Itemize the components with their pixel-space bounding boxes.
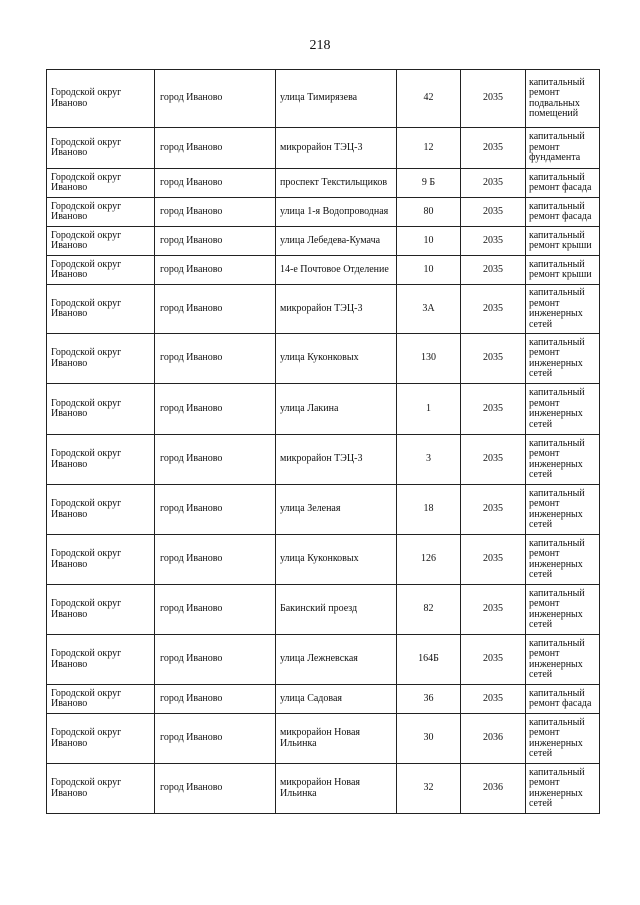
table-row [47, 384, 600, 435]
table-row [47, 128, 600, 169]
locality-cell: город Иваново [155, 714, 276, 764]
work-type-cell: капитальный ремонт крыши [526, 256, 600, 285]
house-cell: 10 [397, 256, 461, 285]
house-cell: 164Б [397, 635, 461, 685]
locality-cell: город Иваново [155, 334, 276, 384]
work-type-cell: капитальный ремонт инженерных сетей [526, 714, 600, 764]
work-type-cell: капитальный ремонт крыши [526, 227, 600, 256]
year-cell: 2035 [461, 585, 526, 635]
house-cell: 10 [397, 227, 461, 256]
street-cell: Бакинский проезд [276, 585, 397, 635]
street-cell: микрорайон Новая Ильинка [276, 764, 397, 814]
locality-cell: город Иваново [155, 169, 276, 198]
street-cell: улица Зеленая [276, 485, 397, 535]
district-cell: Городской округ Иваново [47, 256, 155, 285]
year-cell: 2035 [461, 70, 526, 128]
work-type-cell: капитальный ремонт инженерных сетей [526, 764, 600, 814]
table-row [47, 685, 600, 714]
locality-cell: город Иваново [155, 585, 276, 635]
locality-cell: город Иваново [155, 70, 276, 128]
district-cell: Городской округ Иваново [47, 764, 155, 814]
year-cell: 2035 [461, 128, 526, 169]
work-type-cell: капитальный ремонт фундамента [526, 128, 600, 169]
table-row [47, 227, 600, 256]
house-cell: 126 [397, 535, 461, 585]
house-cell: 1 [397, 384, 461, 435]
street-cell: улица Куконковых [276, 535, 397, 585]
house-cell: 9 Б [397, 169, 461, 198]
district-cell: Городской округ Иваново [47, 169, 155, 198]
table-row [47, 764, 600, 814]
locality-cell: город Иваново [155, 764, 276, 814]
district-cell: Городской округ Иваново [47, 535, 155, 585]
street-cell: улица Куконковых [276, 334, 397, 384]
district-cell: Городской округ Иваново [47, 285, 155, 334]
district-cell: Городской округ Иваново [47, 227, 155, 256]
street-cell: микрорайон Новая Ильинка [276, 714, 397, 764]
district-cell: Городской округ Иваново [47, 384, 155, 435]
district-cell: Городской округ Иваново [47, 435, 155, 485]
year-cell: 2035 [461, 285, 526, 334]
locality-cell: город Иваново [155, 256, 276, 285]
street-cell: проспект Текстильщиков [276, 169, 397, 198]
table-row [47, 198, 600, 227]
work-type-cell: капитальный ремонт инженерных сетей [526, 635, 600, 685]
work-type-cell: капитальный ремонт инженерных сетей [526, 535, 600, 585]
table-row [47, 256, 600, 285]
locality-cell: город Иваново [155, 285, 276, 334]
year-cell: 2036 [461, 764, 526, 814]
work-type-cell: капитальный ремонт инженерных сетей [526, 285, 600, 334]
locality-cell: город Иваново [155, 535, 276, 585]
street-cell: улица Лакина [276, 384, 397, 435]
house-cell: 12 [397, 128, 461, 169]
district-cell: Городской округ Иваново [47, 714, 155, 764]
district-cell: Городской округ Иваново [47, 485, 155, 535]
district-cell: Городской округ Иваново [47, 70, 155, 128]
house-cell: 3 [397, 435, 461, 485]
year-cell: 2035 [461, 635, 526, 685]
table-row [47, 70, 600, 128]
district-cell: Городской округ Иваново [47, 585, 155, 635]
table-row [47, 714, 600, 764]
house-cell: 18 [397, 485, 461, 535]
table-row [47, 535, 600, 585]
street-cell: улица Лебедева-Кумача [276, 227, 397, 256]
table-row [47, 585, 600, 635]
house-cell: 30 [397, 714, 461, 764]
locality-cell: город Иваново [155, 128, 276, 169]
district-cell: Городской округ Иваново [47, 198, 155, 227]
house-cell: 130 [397, 334, 461, 384]
year-cell: 2035 [461, 485, 526, 535]
work-type-cell: капитальный ремонт инженерных сетей [526, 384, 600, 435]
house-cell: 36 [397, 685, 461, 714]
work-type-cell: капитальный ремонт фасада [526, 169, 600, 198]
year-cell: 2035 [461, 685, 526, 714]
locality-cell: город Иваново [155, 485, 276, 535]
street-cell: улица 1-я Водопроводная [276, 198, 397, 227]
year-cell: 2035 [461, 334, 526, 384]
table-row [47, 169, 600, 198]
house-cell: 82 [397, 585, 461, 635]
year-cell: 2035 [461, 535, 526, 585]
table-row [47, 485, 600, 535]
year-cell: 2035 [461, 384, 526, 435]
year-cell: 2035 [461, 198, 526, 227]
year-cell: 2035 [461, 435, 526, 485]
locality-cell: город Иваново [155, 435, 276, 485]
house-cell: 42 [397, 70, 461, 128]
repair-registry-table [46, 69, 600, 814]
house-cell: 32 [397, 764, 461, 814]
locality-cell: город Иваново [155, 384, 276, 435]
locality-cell: город Иваново [155, 227, 276, 256]
year-cell: 2036 [461, 714, 526, 764]
locality-cell: город Иваново [155, 635, 276, 685]
table-row [47, 635, 600, 685]
district-cell: Городской округ Иваново [47, 128, 155, 169]
table-row [47, 334, 600, 384]
district-cell: Городской округ Иваново [47, 635, 155, 685]
work-type-cell: капитальный ремонт инженерных сетей [526, 585, 600, 635]
district-cell: Городской округ Иваново [47, 334, 155, 384]
work-type-cell: капитальный ремонт подвальных помещений [526, 70, 600, 128]
house-cell: 3А [397, 285, 461, 334]
work-type-cell: капитальный ремонт инженерных сетей [526, 435, 600, 485]
street-cell: 14-е Почтовое Отделение [276, 256, 397, 285]
street-cell: микрорайон ТЭЦ-3 [276, 435, 397, 485]
street-cell: улица Лежневская [276, 635, 397, 685]
table-row [47, 435, 600, 485]
street-cell: микрорайон ТЭЦ-3 [276, 128, 397, 169]
street-cell: улица Садовая [276, 685, 397, 714]
work-type-cell: капитальный ремонт фасада [526, 685, 600, 714]
locality-cell: город Иваново [155, 685, 276, 714]
page-number: 218 [309, 38, 331, 53]
year-cell: 2035 [461, 169, 526, 198]
year-cell: 2035 [461, 256, 526, 285]
district-cell: Городской округ Иваново [47, 685, 155, 714]
locality-cell: город Иваново [155, 198, 276, 227]
work-type-cell: капитальный ремонт инженерных сетей [526, 485, 600, 535]
table-row [47, 285, 600, 334]
street-cell: микрорайон ТЭЦ-3 [276, 285, 397, 334]
street-cell: улица Тимирязева [276, 70, 397, 128]
house-cell: 80 [397, 198, 461, 227]
year-cell: 2035 [461, 227, 526, 256]
work-type-cell: капитальный ремонт фасада [526, 198, 600, 227]
work-type-cell: капитальный ремонт инженерных сетей [526, 334, 600, 384]
